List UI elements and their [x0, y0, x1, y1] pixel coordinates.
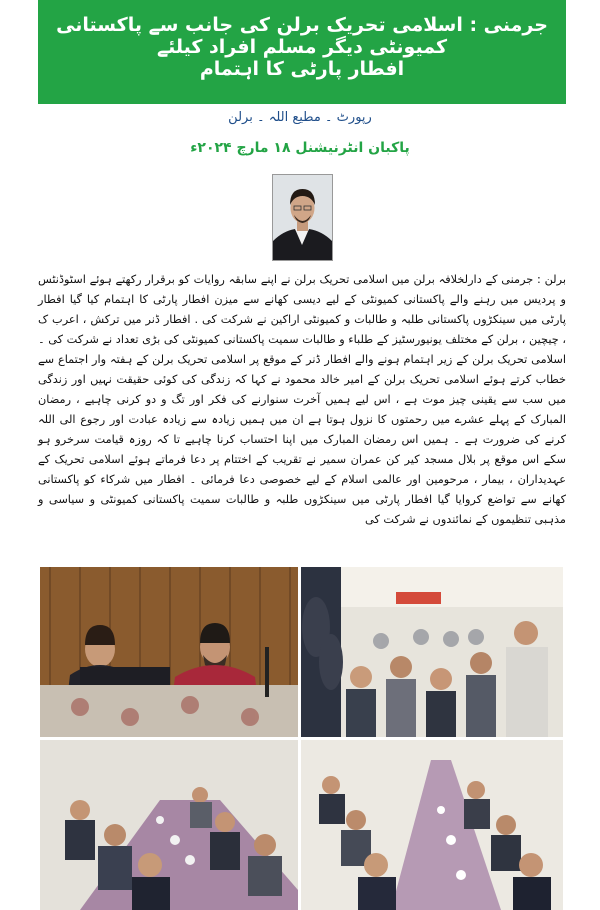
reporter-portrait — [272, 174, 333, 261]
iftar-dining-photo-2 — [301, 740, 563, 910]
source-date: پاکبان انٹرنیشنل ۱۸ مارچ ۲۰۲۴ء — [190, 140, 410, 156]
speaker-photo — [40, 567, 298, 737]
headline-line-1: جرمنی : اسلامی تحریک برلن کی جانب سے پاکستانی کمیونٹی دیگر مسلم افراد کیلئے — [56, 14, 548, 58]
headline-line-2: افطار پارٹی کا اہتمام — [199, 58, 405, 80]
iftar-dining-photo-1 — [40, 740, 298, 910]
report-byline: رپورٹ ۔ مطیع اللہ ۔ برلن — [228, 110, 372, 125]
article-body: برلن : جرمنی کے دارلخلافہ برلن میں اسلامی تحریک برلن نے اپنے سابقہ روایات کو برقرار رکھتے ہوئے اسٹوڈنٹس و پردیس میں رہنے والے پاکستانی کمیونٹی کے لیے دیسی کھانے سے میزن افطار پارٹی کا اہتمام کیا گیا افطار پارٹی میں سینکڑوں پاکستانی طلبہ و طالبات و کمیونٹی اراکین نے شرکت کی . افطار ڈنر میں ترکش ، اعرب ک ، چیچین ، برلن کے مختلف یونیورسٹیز کے طلباء و طالبات سمیت پاکستانی کمیونٹی کی بڑی تعداد نے شرکت کی ۔ اسلامی تحریک برلن کے زیر اہتمام ہونے والے افطار ڈنر کے موقع پر اسلامی تحریک برلن کے ہفتہ وار اجتماع سے خطاب کرتے ہوئے اسلامی تحریک برلن کے امیر خالد محمود نے کہا کہ زندگی کی کوئی حقیقت نہیں اور زندگی میں سب سے یقینی چیز موت ہے ، اس لیے ہمیں آخرت سنوارنے کی فکر اور تگ و دو کرنی چاہیے ، رمضان المبارک کے پہلے عشرے میں رحمتوں کا نزول ہوتا ہے ان میں ہمیں زیادہ سے زیادہ عبادت اور رجوع الی اللہ کرنے کی ضرورت ہے ۔ ہمیں اس رمضان المبارک میں اپنا احتساب کرنا چاہیے تا کہ روزہ قیامت سرخرو ہو سکے اس موقع پر بلال مسجد کیر کن عمران سمیر نے تقریب کے اختتام پر دعا فرماتے ہوئے اسلامی تحریک کے عہدیداران ، بیمار ، مرحومین اور عالمی اسلام کے لیے خصوصی دعا فرمائی ۔ افطار میں شرکاء کو پاکستانی کھانے سے تواضع کروایا گیا افطار پارٹی میں سینکڑوں طلبہ و طالبات سمیت پاکستانی کمیونٹی و سیاسی و مذہبی تنظیموں کے نمائندوں نے شرکت کی — [38, 273, 566, 526]
gathering-photo — [301, 567, 563, 737]
headline-banner — [38, 0, 566, 104]
